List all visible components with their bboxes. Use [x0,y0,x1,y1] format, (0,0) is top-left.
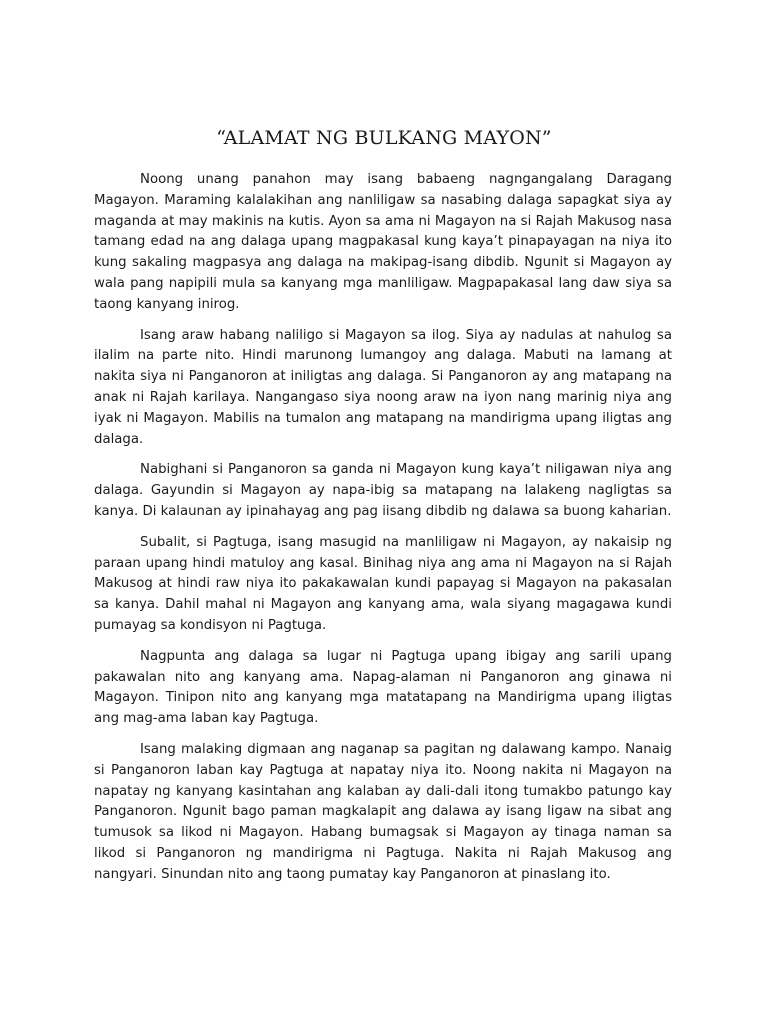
document-body [94,170,672,886]
paragraph: Subalit, si Pagtuga, isang masugid na manliligaw ni Magayon, ay nakaisip ng paraan upang hindi matuloy ang kasal. Binihag niya ang ama ni Magayon na si Rajah Makusog at hindi raw niya ito pakakawalan kundi papayag si Magayon na pakasalan sa kanya. Dahil mahal ni Magayon ang kanyang ama, wala siyang magagawa kundi pumayag sa kondisyon ni Pagtuga. [94,534,672,633]
paragraph: Isang araw habang naliligo si Magayon sa ilog. Siya ay nadulas at nahulog sa ilalim na parte nito. Hindi marunong lumangoy ang dalaga. Mabuti na lamang at nakita siya ni Panganoron at iniligtas ang dalaga. Si Panganoron ay ang matapang na anak ni Rajah karilaya. Nangangaso siya noong araw na iyon nang marinig niya ang iyak ni Magayon. Mabilis na tumalon ang matapang na mandirigma upang iligtas ang dalaga. [94,327,672,447]
paragraph: Nagpunta ang dalaga sa lugar ni Pagtuga upang ibigay ang sarili upang pakawalan nito ang kanyang ama. Napag-alaman ni Panganoron ang ginawa ni Magayon. Tinipon nito ang kanyang mga matatapang na Mandirigma upang iligtas ang mag-ama laban kay Pagtuga. [94,648,672,727]
paragraph: Isang malaking digmaan ang naganap sa pagitan ng dalawang kampo. Nanaig si Panganoron laban kay Pagtuga at napatay niya ito. Noong nakita ni Magayon na napatay ng kanyang kasintahan ang kalaban ay dali-dali itong tumakbo patungo kay Panganoron. Ngunit bago paman magkalapit ang dalawa ay isang ligaw na sibat ang tumusok sa likod ni Magayon. Habang bumagsak si Magayon ay tinaga naman sa likod si Panganoron ng mandirigma ni Pagtuga. Nakita ni Rajah Makusog ang nangyari. Sinundan nito ang taong pumatay kay Panganoron at pinaslang ito. [94,741,672,882]
paragraph: Nabighani si Panganoron sa ganda ni Magayon kung kaya’t niligawan niya ang dalaga. Gayundin si Magayon ay napa-ibig sa matapang na lalakeng nagligtas sa kanya. Di kalaunan ay ipinahayag ang pag iisang dibdib ng dalawa sa buong kaharian. [94,462,672,519]
paragraph: Noong unang panahon may isang babaeng nagngangalang Daragang Magayon. Maraming kalalakihan ang nanliligaw sa nasabing dalaga sapagkat siya ay maganda at may makinis na kutis. Ayon sa ama ni Magayon na si Rajah Makusog nasa tamang edad na ang dalaga upang magpakasal kung kaya’t pinapayagan na niya ito kung sakaling magpasya ang dalaga na makipag-isang dibdib. Ngunit si Magayon ay wala pang napipili mula sa kanyang mga manliligaw. Magpapakasal lang daw siya sa taong kanyang inirog. [94,172,672,312]
document-title: “ALAMAT NG BULKANG MAYON” [216,127,552,149]
